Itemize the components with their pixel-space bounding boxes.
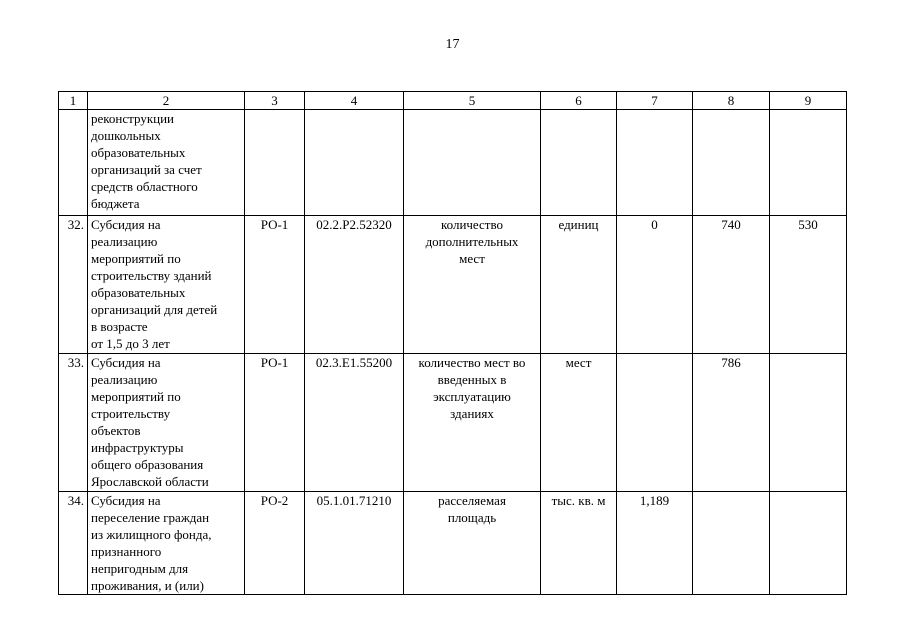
unit-cell: тыс. кв. м (541, 492, 617, 595)
code-cell: РО-2 (245, 492, 305, 595)
value-col7-cell (617, 110, 693, 216)
column-header: 2 (88, 92, 245, 110)
table-row (59, 492, 847, 595)
subsidy-name-cell-line: бюджета (91, 196, 140, 211)
subsidy-name-cell (88, 216, 245, 354)
row-number-cell: 34. (59, 492, 88, 595)
column-header: 6 (541, 92, 617, 110)
subsidy-name-cell-line: строительству (91, 406, 171, 421)
budget-code-cell: 05.1.01.71210 (305, 492, 404, 595)
subsidy-name-cell-line: Субсидия на (91, 217, 161, 232)
table-row (59, 216, 847, 354)
subsidy-name-cell-line: организаций за счет (91, 162, 202, 177)
table-row (59, 110, 847, 216)
value-col9-cell (770, 492, 847, 595)
subsidy-name-cell-line: Субсидия на (91, 493, 161, 508)
value-col9-cell (770, 110, 847, 216)
code-cell (245, 110, 305, 216)
row-number-cell: 33. (59, 354, 88, 492)
indicator-cell-line: мест (459, 251, 485, 266)
unit-cell: мест (541, 354, 617, 492)
subsidy-name-cell-line: средств областного (91, 179, 198, 194)
value-col8-cell (693, 492, 770, 595)
row-number-cell: 32. (59, 216, 88, 354)
indicator-cell-line: дополнительных (425, 234, 519, 249)
value-col9-cell (770, 354, 847, 492)
subsidy-name-cell (88, 354, 245, 492)
subsidy-name-cell-line: Ярославской области (91, 474, 209, 489)
code-cell: РО-1 (245, 216, 305, 354)
value-col7-cell: 1,189 (617, 492, 693, 595)
indicator-cell-line: расселяемая (438, 493, 506, 508)
subsidy-name-cell (88, 110, 245, 216)
indicator-cell-line: площадь (447, 510, 497, 525)
page-number: 17 (445, 37, 460, 52)
subsidy-name-cell-line: непригодным для (91, 561, 189, 576)
subsidy-name-cell-line: общего образования (91, 457, 204, 472)
subsidy-name-cell-line: от 1,5 до 3 лет (91, 336, 170, 351)
indicator-cell (404, 492, 541, 595)
column-header: 5 (404, 92, 541, 110)
value-col8-cell: 786 (693, 354, 770, 492)
indicator-cell (404, 354, 541, 492)
subsidy-name-cell-line: проживания, и (или) (91, 578, 204, 593)
unit-cell: единиц (541, 216, 617, 354)
indicator-cell-line: эксплуатацию (433, 389, 511, 404)
value-col8-cell (693, 110, 770, 216)
subsidy-name-cell-line: объектов (91, 423, 141, 438)
budget-code-cell: 02.3.E1.55200 (305, 354, 404, 492)
subsidy-name-cell-line: мероприятий по (91, 251, 181, 266)
subsidy-name-cell-line: признанного (91, 544, 162, 559)
indicator-cell (404, 110, 541, 216)
subsidy-name-cell-line: строительству зданий (91, 268, 212, 283)
value-col8-cell: 740 (693, 216, 770, 354)
column-header: 7 (617, 92, 693, 110)
code-cell: РО-1 (245, 354, 305, 492)
subsidy-name-cell-line: мероприятий по (91, 389, 181, 404)
column-header: 1 (59, 92, 88, 110)
subsidy-name-cell-line: дошкольных (91, 128, 161, 143)
indicator-cell-line: количество мест во (418, 355, 526, 370)
indicator-cell-line: количество (440, 217, 504, 232)
budget-code-cell: 02.2.P2.52320 (305, 216, 404, 354)
subsidy-name-cell-line: реализацию (91, 234, 158, 249)
unit-cell (541, 110, 617, 216)
subsidy-name-cell-line: Субсидия на (91, 355, 161, 370)
column-header: 3 (245, 92, 305, 110)
subsidy-name-cell-line: из жилищного фонда, (91, 527, 212, 542)
subsidy-name-cell-line: переселение граждан (91, 510, 210, 525)
column-header: 8 (693, 92, 770, 110)
subsidy-name-cell-line: организаций для детей (91, 302, 218, 317)
subsidy-name-cell (88, 492, 245, 595)
value-col9-cell: 530 (770, 216, 847, 354)
subsidy-name-cell-line: инфраструктуры (91, 440, 184, 455)
data-table (58, 91, 847, 595)
subsidy-name-cell-line: в возрасте (91, 319, 148, 334)
table-header-row (59, 92, 847, 110)
indicator-cell-line: введенных в (437, 372, 507, 387)
table-row (59, 354, 847, 492)
value-col7-cell: 0 (617, 216, 693, 354)
subsidy-name-cell-line: образовательных (91, 285, 186, 300)
column-header: 9 (770, 92, 847, 110)
value-col7-cell (617, 354, 693, 492)
subsidy-name-cell-line: реконструкции (91, 111, 175, 126)
indicator-cell-line: зданиях (450, 406, 494, 421)
subsidy-name-cell-line: реализацию (91, 372, 158, 387)
column-header: 4 (305, 92, 404, 110)
row-number-cell (59, 110, 88, 216)
subsidy-name-cell-line: образовательных (91, 145, 186, 160)
indicator-cell (404, 216, 541, 354)
budget-code-cell (305, 110, 404, 216)
